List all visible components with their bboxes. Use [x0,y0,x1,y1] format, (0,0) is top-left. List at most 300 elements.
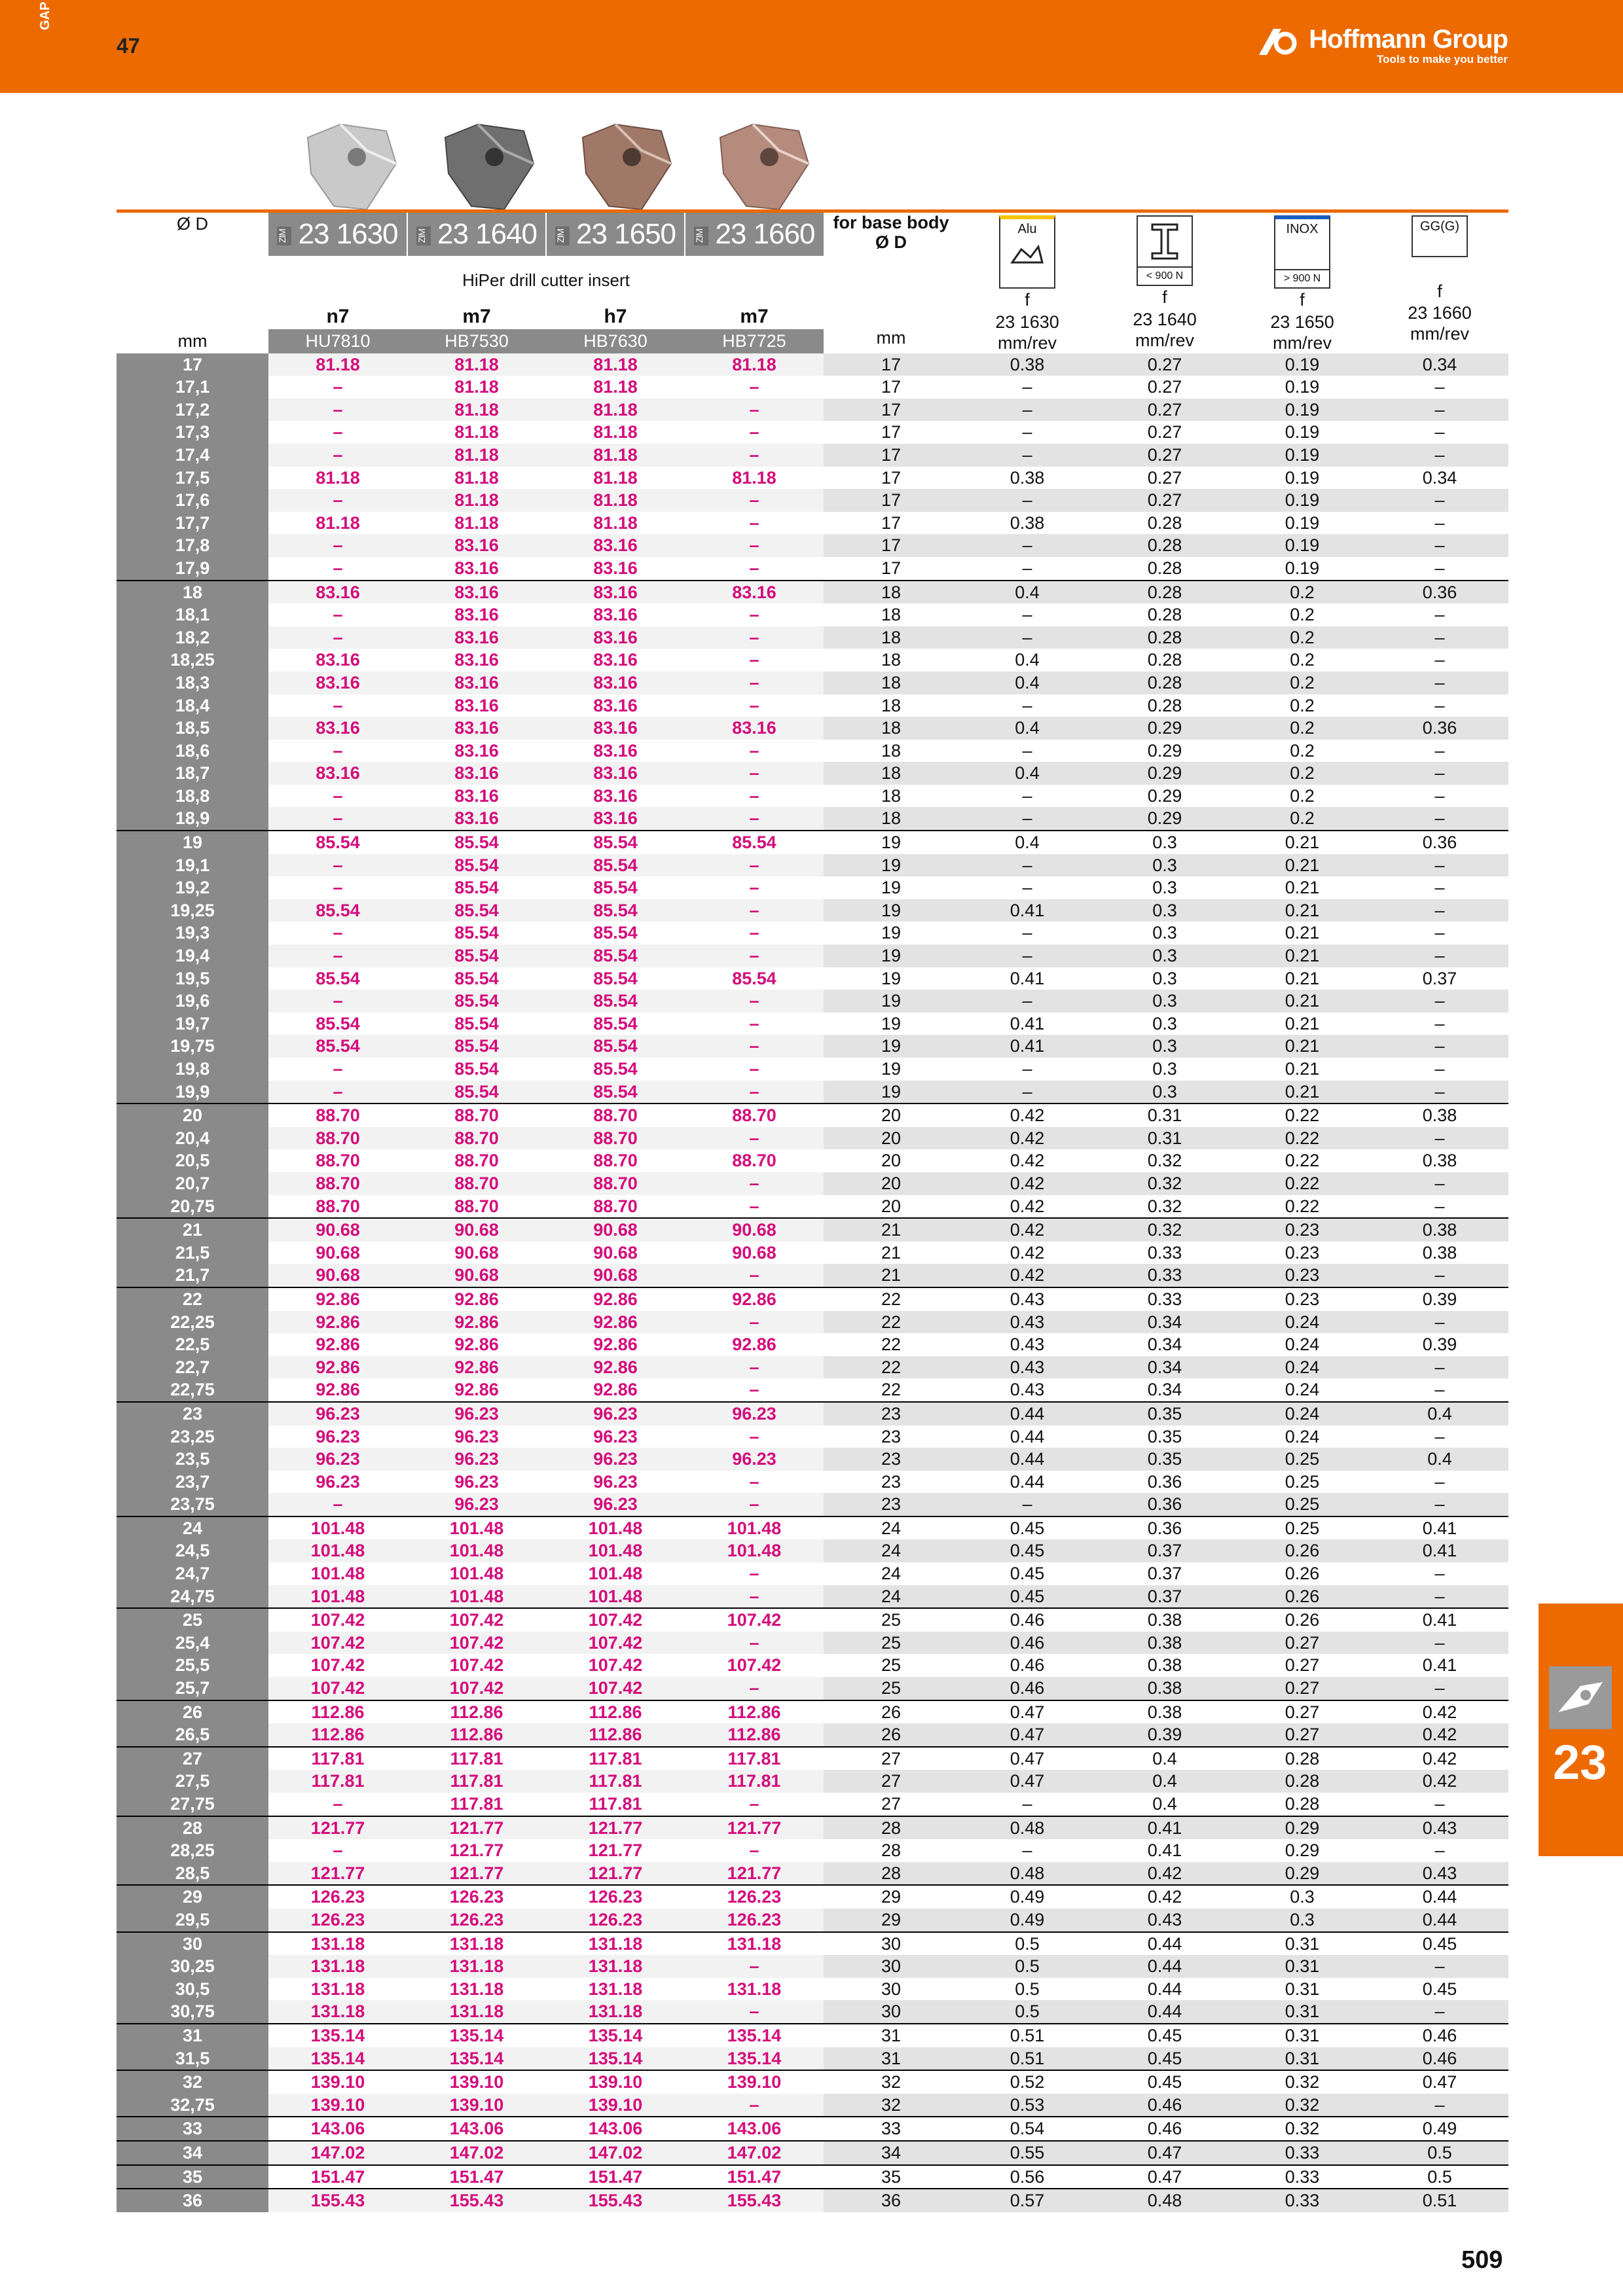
feed-cell: 0.3 [1152,923,1177,943]
feed-cell: – [1371,990,1508,1013]
price-cell: 151.47 [407,2165,546,2189]
alu-icon [1010,243,1045,272]
price-cell: – [268,399,407,422]
price-cell: 112.86 [685,1700,824,1724]
price-cell: – [749,740,759,761]
feed-cell: 0.3 [1233,1885,1371,1909]
table-row [117,1333,1508,1356]
diameter-cell: 29,5 [117,1909,268,1932]
feed-cell: 0.29 [1147,740,1182,761]
diameter-cell: 19,1 [117,854,268,877]
feed-cell: 0.21 [1233,944,1371,967]
feed-cell: 0.41 [1371,1608,1508,1632]
price-cell: 81.18 [454,422,499,442]
price-cell: 96.23 [454,1426,499,1446]
price-cell: 81.18 [546,353,685,376]
table-row [117,2141,1508,2165]
price-cell: 92.86 [685,1287,824,1311]
diameter-cell: 30 [117,1932,268,1956]
price-cell: – [685,672,824,694]
price-cell: – [749,1564,759,1584]
feed-cell: 0.4 [958,672,1096,694]
price-cell: 83.16 [593,740,638,761]
diameter-cell: 22,75 [117,1378,268,1402]
feed-cell: 0.21 [1233,1035,1371,1058]
base-body-cell: 30 [824,1932,958,1956]
diameter-cell: 26 [117,1700,268,1724]
feed-cell: 0.21 [1233,990,1371,1013]
base-body-cell: 18 [824,807,958,831]
price-cell: 83.16 [685,581,824,604]
feed-cell: – [1434,558,1445,578]
table-row [117,2000,1508,2024]
price-cell: 131.18 [449,1979,504,1999]
feed-cell: – [1434,512,1445,533]
feed-cell: 0.42 [1371,1723,1508,1747]
feed-cell: 0.31 [1285,1979,1320,1999]
brand-logo [1309,25,1508,66]
feed-cell: 0.3 [1096,1081,1233,1104]
feed-cell: 0.32 [1233,2117,1371,2141]
price-cell: 83.16 [407,626,546,649]
price-cell: 147.02 [546,2141,685,2165]
price-cell: 107.42 [588,1655,643,1676]
price-cell: – [268,1081,407,1104]
base-body-cell: 18 [881,740,902,761]
diameter-cell: 19,6 [117,990,268,1013]
diameter-cell: 19,5 [117,967,268,990]
diameter-cell: 31 [117,2024,268,2047]
base-body-cell: 19 [881,878,902,898]
feed-cell: 0.4 [1152,1794,1177,1814]
price-cell: 121.77 [546,1816,685,1840]
table-row [117,2070,1508,2094]
price-cell: 139.10 [268,2094,407,2117]
price-cell: 117.81 [685,1747,824,1770]
price-cell: – [333,377,343,397]
base-body-cell: 19 [824,899,958,922]
material-alu: Alu f 23 1630 mm/rev [958,211,1096,353]
price-cell: 96.23 [454,1471,499,1492]
price-cell: – [685,1081,824,1104]
price-cell: 83.16 [546,807,685,831]
price-cell: 155.43 [546,2189,685,2212]
price-cell: 85.54 [593,923,638,943]
diameter-cell: 17,6 [117,489,268,512]
price-cell: 81.18 [407,489,546,512]
feed-cell: 0.27 [1096,353,1233,376]
base-body-cell: 18 [824,626,958,649]
price-cell: – [268,444,407,467]
price-cell: 85.54 [407,990,546,1013]
price-cell: – [749,695,759,715]
price-cell: 107.42 [546,1677,685,1700]
base-body-cell: 30 [881,1979,902,1999]
material-article-3: 23 1650 [1270,312,1334,332]
diameter-cell: 19,8 [117,1058,268,1081]
table-row [117,1862,1508,1886]
price-cell: 83.16 [268,672,407,694]
diameter-cell: 17,5 [117,467,268,490]
price-cell: 81.18 [732,467,776,488]
price-cell: 83.16 [454,558,499,578]
price-cell: 135.14 [407,2047,546,2071]
feed-cell: 0.28 [1096,581,1233,604]
price-cell: 85.54 [454,878,499,898]
price-cell: 131.18 [268,2000,407,2024]
diameter-cell: 19,4 [117,944,268,967]
price-cell: 85.54 [546,831,685,854]
feed-cell: 0.42 [1096,1862,1233,1886]
base-body-cell: 28 [881,1840,902,1861]
diameter-cell: 22,5 [117,1333,268,1356]
feed-cell: 0.5 [1015,1979,1040,1999]
feed-cell: – [958,489,1096,512]
diameter-cell: 17,8 [117,534,268,557]
table-row [117,876,1508,899]
table-row [117,967,1508,990]
diameter-cell: 17 [117,353,268,376]
price-cell: 90.68 [454,1242,499,1263]
price-cell: – [749,558,759,578]
feed-cell: 0.22 [1233,1103,1371,1127]
price-cell: 92.86 [593,1335,638,1355]
base-body-cell: 17 [824,399,958,422]
base-body-cell: 19 [824,854,958,877]
feed-cell: 0.49 [958,1909,1096,1932]
feed-cell: 0.38 [1096,1700,1233,1724]
price-cell: 92.86 [268,1287,407,1311]
table-body [117,353,1508,2212]
feed-cell: 0.3 [1096,854,1233,877]
feed-cell: – [1434,1196,1445,1216]
feed-cell: 0.2 [1233,672,1371,694]
table-row [117,1654,1508,1677]
grade-4: HB7725 [685,329,824,353]
chapter-tab[interactable] [1539,1604,1623,1856]
feed-cell: 0.4 [1015,650,1040,670]
feed-cell: 0.46 [958,1632,1096,1655]
insert-image-silver [295,111,406,223]
price-cell: – [685,807,824,831]
price-cell: 83.16 [268,717,407,740]
feed-cell: 0.22 [1233,1127,1371,1150]
base-body-cell: 17 [824,353,958,376]
table-row [117,1747,1508,1770]
feed-cell: 0.43 [1096,1909,1233,1932]
table-row [117,785,1508,808]
table-row [117,1516,1508,1540]
price-cell: 81.18 [407,444,546,467]
feed-cell: 0.19 [1233,353,1371,376]
feed-cell: – [1371,626,1508,649]
price-cell: 81.18 [546,444,685,467]
price-cell: 81.18 [546,489,685,512]
table-row [117,1218,1508,1242]
price-cell: – [268,1493,407,1516]
base-body-cell: 19 [824,1035,958,1058]
feed-cell: – [1022,1794,1032,1814]
price-cell: – [749,512,759,533]
table-row [117,1909,1508,1932]
price-cell: 85.54 [593,1059,638,1079]
feed-cell: 0.38 [1096,1677,1233,1700]
price-cell: 81.18 [593,512,638,533]
price-cell: 117.81 [407,1747,546,1770]
price-cell: – [749,1059,759,1079]
base-body-cell: 21 [881,1242,902,1263]
feed-cell: 0.2 [1290,695,1315,715]
price-cell: 85.54 [546,854,685,877]
feed-cell: 0.3 [1152,968,1177,988]
base-body-cell: 35 [824,2165,958,2189]
price-cell: 83.16 [546,672,685,694]
price-cell: – [333,422,343,442]
material-unit-4: mm/rev [1410,324,1469,344]
base-body-cell: 20 [824,1103,958,1127]
feed-cell: 0.42 [1010,1242,1045,1263]
feed-cell: 0.19 [1233,444,1371,467]
feed-cell: 0.28 [1096,534,1233,557]
table-row [117,649,1508,672]
feed-cell: 0.38 [1010,512,1045,533]
table-row [117,1242,1508,1265]
base-body-cell: 19 [881,1013,902,1033]
price-cell: 83.16 [454,740,499,761]
diameter-cell: 28 [117,1816,268,1840]
base-body-header: for base body Ø D mm [824,211,958,353]
price-cell: 92.86 [407,1311,546,1334]
diameter-cell: 20,4 [117,1127,268,1150]
price-cell: 107.42 [449,1655,504,1676]
feed-cell: – [1371,854,1508,877]
price-cell: 85.54 [454,968,499,988]
feed-cell: 0.29 [1233,1862,1371,1886]
feed-cell: 0.44 [1147,1979,1182,1999]
price-cell: 85.54 [593,878,638,898]
price-cell: – [749,1013,759,1033]
price-cell: 81.18 [593,467,638,488]
feed-cell: 0.27 [1147,377,1182,397]
price-cell: – [685,944,824,967]
price-cell: 85.54 [407,944,546,967]
base-body-cell: 25 [824,1608,958,1632]
diameter-cell: 18,5 [117,717,268,740]
price-cell: 83.16 [454,695,499,715]
base-body-cell: 17 [824,534,958,557]
diameter-cell: 18,1 [117,603,268,626]
feed-cell: 0.2 [1290,740,1315,761]
feed-cell: 0.43 [1371,1862,1508,1886]
price-cell: 131.18 [407,2000,546,2024]
price-cell: 85.54 [316,968,360,988]
material-article-2: 23 1640 [1133,309,1197,329]
price-cell: – [333,923,343,943]
base-body-cell: 28 [824,1816,958,1840]
feed-cell: 0.44 [1010,1426,1045,1446]
price-cell: 81.18 [454,467,499,488]
price-cell: 131.18 [727,1979,782,1999]
diameter-cell: 35 [117,2165,268,2189]
feed-cell: 0.27 [1096,489,1233,512]
feed-cell: 0.31 [1233,2024,1371,2047]
price-cell: 117.81 [589,1794,642,1814]
feed-cell: 0.28 [1147,605,1182,625]
feed-cell: 0.38 [1371,1103,1508,1127]
base-body-cell: 19 [824,990,958,1013]
feed-cell: – [1371,899,1508,922]
feed-cell: 0.28 [1096,626,1233,649]
feed-cell: 0.33 [1096,1264,1233,1287]
feed-cell: 0.26 [1233,1585,1371,1609]
feed-cell: 0.37 [1147,1564,1182,1584]
diameter-cell: 32 [117,2070,268,2094]
price-cell: 88.70 [268,1172,407,1195]
price-cell: 147.02 [685,2141,824,2165]
feed-cell: 0.47 [958,1723,1096,1747]
diameter-cell: 18,6 [117,740,268,762]
diameter-cell: 19 [117,831,268,854]
diameter-cell: 27,5 [117,1770,268,1793]
feed-cell: 0.27 [1285,1655,1320,1676]
feed-cell: 0.41 [1371,1516,1508,1540]
diameter-cell: 28,25 [117,1839,268,1862]
diameter-cell: 29 [117,1885,268,1909]
feed-cell: 0.32 [1096,1218,1233,1242]
feed-cell: 0.4 [1371,1402,1508,1426]
feed-cell: – [1371,1677,1508,1700]
price-cell: 85.54 [268,899,407,922]
feed-cell: 0.46 [958,1677,1096,1700]
price-cell: 135.14 [546,2024,685,2047]
feed-cell: 0.31 [1096,1103,1233,1127]
price-cell: 96.23 [316,1426,360,1446]
price-cell: 101.48 [546,1585,685,1609]
price-cell: 92.86 [268,1311,407,1334]
base-body-cell: 18 [824,672,958,694]
price-cell: – [268,534,407,557]
diameter-cell: 17,7 [117,512,268,535]
table-row [117,2189,1508,2212]
base-body-cell: 17 [881,377,902,397]
feed-cell: 0.27 [1147,467,1182,488]
feed-cell: 0.3 [1152,878,1177,898]
price-cell: 101.48 [407,1516,546,1540]
diameter-cell: 17,9 [117,557,268,581]
table-row [117,2047,1508,2071]
price-cell: 90.68 [316,1242,360,1263]
base-body-cell: 31 [824,2047,958,2071]
base-body-cell: 22 [824,1356,958,1379]
feed-cell: – [1371,1172,1508,1195]
table-row [117,740,1508,762]
price-cell: – [749,377,759,397]
diameter-cell: 20,7 [117,1172,268,1195]
base-body-cell: 32 [824,2070,958,2094]
feed-cell: – [1371,944,1508,967]
feed-cell: 0.24 [1233,1356,1371,1379]
price-cell: 101.48 [685,1516,824,1540]
insert-table [117,209,1508,2212]
feed-cell: 0.19 [1233,399,1371,422]
diameter-cell: 30,25 [117,1955,268,1978]
base-body-cell: 21 [824,1264,958,1287]
feed-cell: 0.41 [958,899,1096,922]
base-body-cell: 32 [824,2094,958,2117]
diameter-cell: 24 [117,1516,268,1540]
price-cell: – [268,854,407,877]
insert-image-bronze [570,111,681,223]
base-body-cell: 23 [824,1448,958,1471]
diameter-cell: 18,3 [117,672,268,694]
feed-cell: 0.32 [1147,1151,1182,1171]
table-row [117,1608,1508,1632]
price-cell: 81.18 [407,399,546,422]
table-row [117,1723,1508,1747]
top-bar [0,0,1623,93]
table-row [117,1103,1508,1127]
table-row [117,1493,1508,1516]
price-cell: 90.68 [407,1218,546,1242]
price-cell: 83.16 [454,605,499,625]
feed-cell: – [958,807,1096,831]
price-cell: 117.81 [685,1770,824,1793]
feed-cell: 0.39 [1371,1287,1508,1311]
feed-cell: 0.28 [1147,512,1182,533]
price-cell: 121.77 [407,1862,546,1886]
price-cell: 83.16 [454,650,499,670]
price-cell: – [685,899,824,922]
feed-cell: 0.21 [1233,1081,1371,1104]
feed-cell: 0.34 [1096,1356,1233,1379]
price-cell: 96.23 [546,1493,685,1516]
feed-cell: 0.32 [1096,1172,1233,1195]
price-cell: 92.86 [407,1287,546,1311]
table-row [117,2094,1508,2117]
table-row [117,1770,1508,1793]
price-cell: 85.54 [593,1013,638,1033]
feed-cell: – [1434,695,1445,715]
price-cell: 107.42 [546,1608,685,1632]
table-row [117,762,1508,785]
feed-cell: 0.44 [1371,1885,1508,1909]
price-cell: 107.42 [727,1655,782,1676]
feed-cell: 0.51 [958,2024,1096,2047]
price-cell: – [685,1035,824,1058]
price-cell: 135.14 [546,2047,685,2071]
feed-cell: 0.42 [1371,1747,1508,1770]
feed-cell: 0.24 [1285,1426,1320,1446]
price-cell: – [685,990,824,1013]
base-body-cell: 26 [824,1723,958,1747]
feed-cell: – [958,444,1096,467]
base-body-cell: 19 [881,968,902,988]
price-cell: 83.16 [316,650,360,670]
price-cell: 90.68 [546,1264,685,1287]
price-cell: 101.48 [407,1585,546,1609]
feed-cell: 0.2 [1290,605,1315,625]
price-cell: – [333,1059,343,1079]
base-body-cell: 17 [824,444,958,467]
feed-cell: 0.25 [1233,1516,1371,1540]
feed-cell: 0.2 [1233,626,1371,649]
price-cell: 83.16 [268,581,407,604]
base-body-cell: 24 [824,1516,958,1540]
price-cell: – [685,1311,824,1334]
feed-cell: 0.3 [1152,1059,1177,1079]
feed-cell: 0.45 [1096,2047,1233,2071]
table-row [117,1932,1508,1956]
